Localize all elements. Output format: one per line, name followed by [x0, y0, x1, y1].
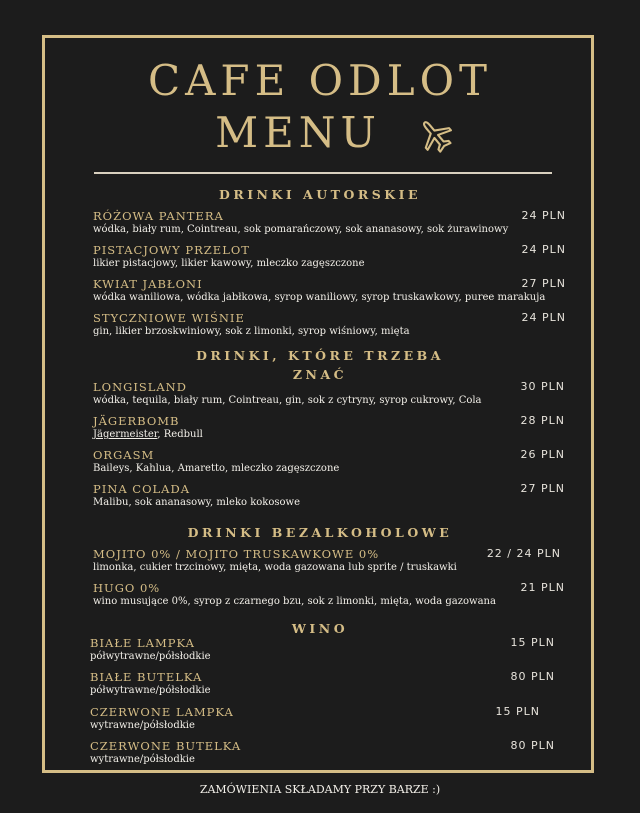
- item-price: 24 PLN: [521, 209, 566, 222]
- item-name: RÓŻOWA PANTERA: [93, 209, 224, 223]
- item-description: półwytrawne/półsłodkie: [90, 685, 211, 696]
- item-price: 30 PLN: [520, 380, 565, 393]
- item-description: likier pistacjowy, likier kawowy, mleczko zagęszczone: [93, 258, 365, 269]
- item-description: wytrawne/półsłodkie: [90, 720, 195, 731]
- item-name: PISTACJOWY PRZELOT: [93, 243, 250, 257]
- item-name: BIAŁE LAMPKA: [90, 636, 195, 650]
- item-description: wytrawne/półsłodkie: [90, 754, 195, 765]
- item-name: KWIAT JABŁONI: [93, 277, 203, 291]
- title-divider: [94, 172, 552, 174]
- item-name: PINA COLADA: [93, 482, 190, 496]
- item-price: 27 PLN: [520, 482, 565, 495]
- item-price: 24 PLN: [521, 243, 566, 256]
- section-heading-wino: WINO: [291, 621, 349, 636]
- item-price: 80 PLN: [510, 739, 555, 752]
- section-heading-znac-line2: ZNAĆ: [292, 367, 348, 382]
- item-description: Baileys, Kahlua, Amaretto, mleczko zagęszczone: [93, 463, 340, 474]
- item-description: wódka waniliowa, wódka jabłkowa, syrop waniliowy, syrop truskawkowy, puree marakuja: [93, 292, 546, 303]
- airplane-icon: [416, 116, 454, 154]
- item-name: JÄGERBOMB: [93, 414, 180, 428]
- item-name: CZERWONE BUTELKA: [90, 739, 242, 753]
- section-heading-znac-line1: DRINKI, KTÓRE TRZEBA: [196, 348, 444, 363]
- item-name: STYCZNIOWE WIŚNIE: [93, 311, 245, 325]
- item-description-rest: , Redbull: [157, 429, 203, 440]
- footer-note: ZAMÓWIENIA SKŁADAMY PRZY BARZE :): [199, 783, 441, 796]
- item-price: 22 / 24 PLN: [486, 547, 561, 560]
- item-price: 15 PLN: [510, 636, 555, 649]
- section-heading-autorskie: DRINKI AUTORSKIE: [218, 187, 421, 202]
- item-price: 27 PLN: [521, 277, 566, 290]
- item-description: Malibu, sok ananasowy, mleko kokosowe: [93, 497, 300, 508]
- item-description: wódka, tequila, biały rum, Cointreau, gin, sok z cytryny, syrop cukrowy, Cola: [93, 395, 482, 406]
- item-description: limonka, cukier trzcinowy, mięta, woda gazowana lub sprite / truskawki: [93, 562, 457, 573]
- item-price: 80 PLN: [510, 670, 555, 683]
- item-description: gin, likier brzoskwiniowy, sok z limonki, syrop wiśniowy, mięta: [93, 326, 410, 337]
- menu-title: MENU: [215, 108, 381, 157]
- item-name: LONGISLAND: [93, 380, 187, 394]
- item-name: MOJITO 0% / MOJITO TRUSKAWKOWE 0%: [93, 547, 380, 561]
- item-description: [93, 429, 203, 440]
- item-price: 28 PLN: [520, 414, 565, 427]
- item-price: 26 PLN: [520, 448, 565, 461]
- item-price: 15 PLN: [495, 705, 540, 718]
- item-description: wódka, biały rum, Cointreau, sok pomarańczowy, sok ananasowy, sok żurawinowy: [93, 224, 509, 235]
- item-name: CZERWONE LAMPKA: [90, 705, 234, 719]
- jagermeister-link[interactable]: Jägermeister: [93, 429, 158, 440]
- item-price: 21 PLN: [520, 581, 565, 594]
- item-description: wino musujące 0%, syrop z czarnego bzu, sok z limonki, mięta, woda gazowana: [93, 596, 496, 607]
- item-price: 24 PLN: [521, 311, 566, 324]
- item-description: półwytrawne/półsłodkie: [90, 651, 211, 662]
- item-name: BIAŁE BUTELKA: [90, 670, 203, 684]
- item-name: ORGASM: [93, 448, 155, 462]
- section-heading-bezalkoholowe: DRINKI BEZALKOHOLOWE: [187, 525, 453, 540]
- item-name: HUGO 0%: [93, 581, 161, 595]
- cafe-title: CAFE ODLOT: [147, 56, 493, 105]
